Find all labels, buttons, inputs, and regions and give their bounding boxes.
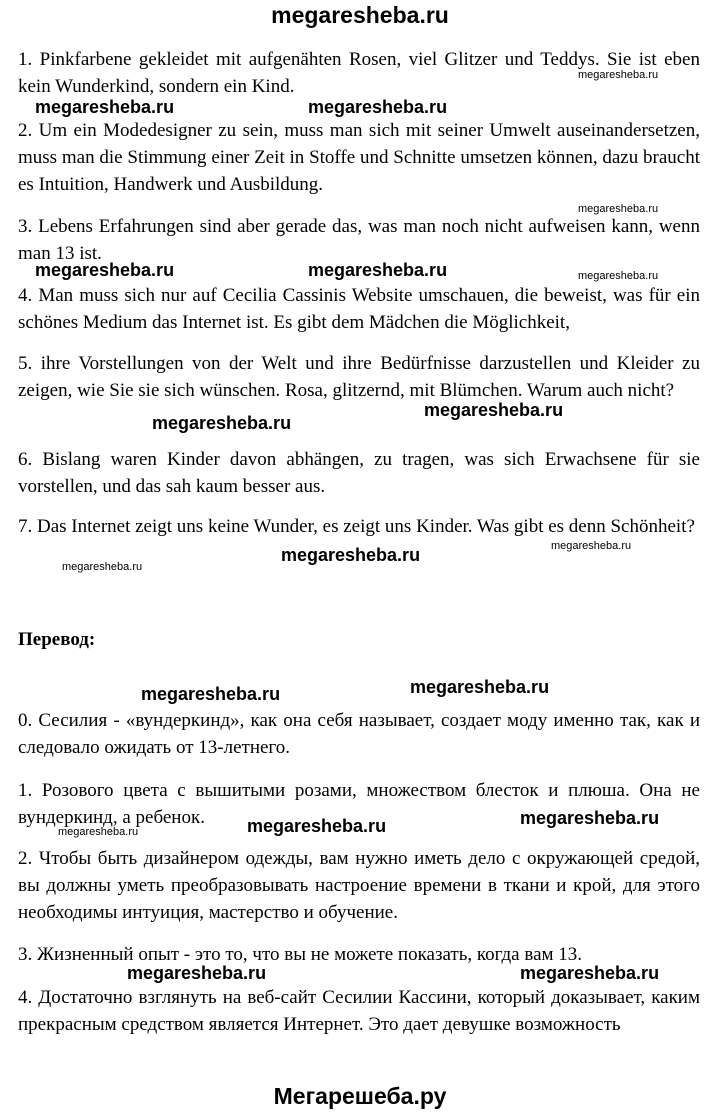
site-header: megaresheba.ru xyxy=(271,2,449,28)
site-footer: Мегарешеба.ру xyxy=(273,1083,447,1109)
watermark: megaresheba.ru xyxy=(127,963,267,983)
paragraph-de-2: 2. Um ein Modedesigner zu sein, muss man sich mit seiner Umwelt auseinandersetzen, muss man die Stimmung einer Zeit in Stoffe und Schnitte umsetzen können, dazu braucht es Intuition, Handwerk und Ausbildung. xyxy=(18,120,700,195)
watermark: megaresheba.ru xyxy=(520,963,660,983)
paragraph-de-6: 6. Bislang waren Kinder davon abhängen, zu tragen, was sich Erwachsene für sie vorstellen, und das sah kaum besser aus. xyxy=(18,449,700,497)
watermark-small: megaresheba.ru xyxy=(58,826,139,838)
paragraph-de-4: 4. Man muss sich nur auf Cecilia Cassinis Website umschauen, die beweist, was für ein schönes Medium das Internet ist. Es gibt dem Mädchen die Möglichkeit, xyxy=(18,285,700,333)
paragraph-de-3: 3. Lebens Erfahrungen sind aber gerade das, was man noch nicht aufweisen kann, wenn man 13 ist. xyxy=(18,216,700,264)
paragraph-ru-3: 3. Жизненный опыт - это то, что вы не можете показать, когда вам 13. xyxy=(18,944,583,965)
paragraph-de-5: 5. ihre Vorstellungen von der Welt und ihre Bedürfnisse darzustellen und Kleider zu zeigen, wie Sie sie sich wünschen. Rosa, glitzernd, mit Blümchen. Warum auch nicht? xyxy=(18,353,700,401)
watermark-small: megaresheba.ru xyxy=(578,203,659,215)
watermark: megaresheba.ru xyxy=(308,260,448,280)
watermark-small: megaresheba.ru xyxy=(62,561,143,573)
watermark-small: megaresheba.ru xyxy=(578,69,659,81)
watermark: megaresheba.ru xyxy=(35,260,175,280)
watermark-small: megaresheba.ru xyxy=(551,540,632,552)
watermark: megaresheba.ru xyxy=(141,684,281,704)
watermark: megaresheba.ru xyxy=(35,97,175,117)
watermark: megaresheba.ru xyxy=(520,808,660,828)
paragraph-ru-0: 0. Сесилия - «вундеркинд», как она себя называет, создает моду именно так, как и следовало ожидать от 13-летнего. xyxy=(18,710,700,758)
watermark: megaresheba.ru xyxy=(247,816,387,836)
watermark: megaresheba.ru xyxy=(308,97,448,117)
paragraph-ru-1: 1. Розового цвета с вышитыми розами, множеством блесток и плюша. Она не вундеркинд, а ребенок. xyxy=(18,780,700,828)
paragraph-de-1: 1. Pinkfarbene gekleidet mit aufgenähten Rosen, viel Glitzer und Teddys. Sie ist eben kein Wunderkind, sondern ein Kind. xyxy=(18,49,700,97)
paragraph-de-7: 7. Das Internet zeigt uns keine Wunder, es zeigt uns Kinder. Was gibt es denn Schönheit? xyxy=(18,516,695,537)
paragraph-ru-4: 4. Достаточно взглянуть на веб-сайт Сесилии Кассини, который доказывает, каким прекрасным средством является Интернет. Это дает девушке возможность xyxy=(18,987,700,1035)
watermark: megaresheba.ru xyxy=(424,400,564,420)
paragraph-ru-2: 2. Чтобы быть дизайнером одежды, вам нужно иметь дело с окружающей средой, вы должны уметь преобразовывать настроение времени в ткани и крой, для этого необходимы интуиция, мастерство и обучение. xyxy=(18,848,700,923)
watermark: megaresheba.ru xyxy=(152,413,292,433)
watermark-small: megaresheba.ru xyxy=(578,270,659,282)
watermark: megaresheba.ru xyxy=(281,545,421,565)
watermark: megaresheba.ru xyxy=(410,677,550,697)
translation-heading: Перевод: xyxy=(18,629,96,650)
